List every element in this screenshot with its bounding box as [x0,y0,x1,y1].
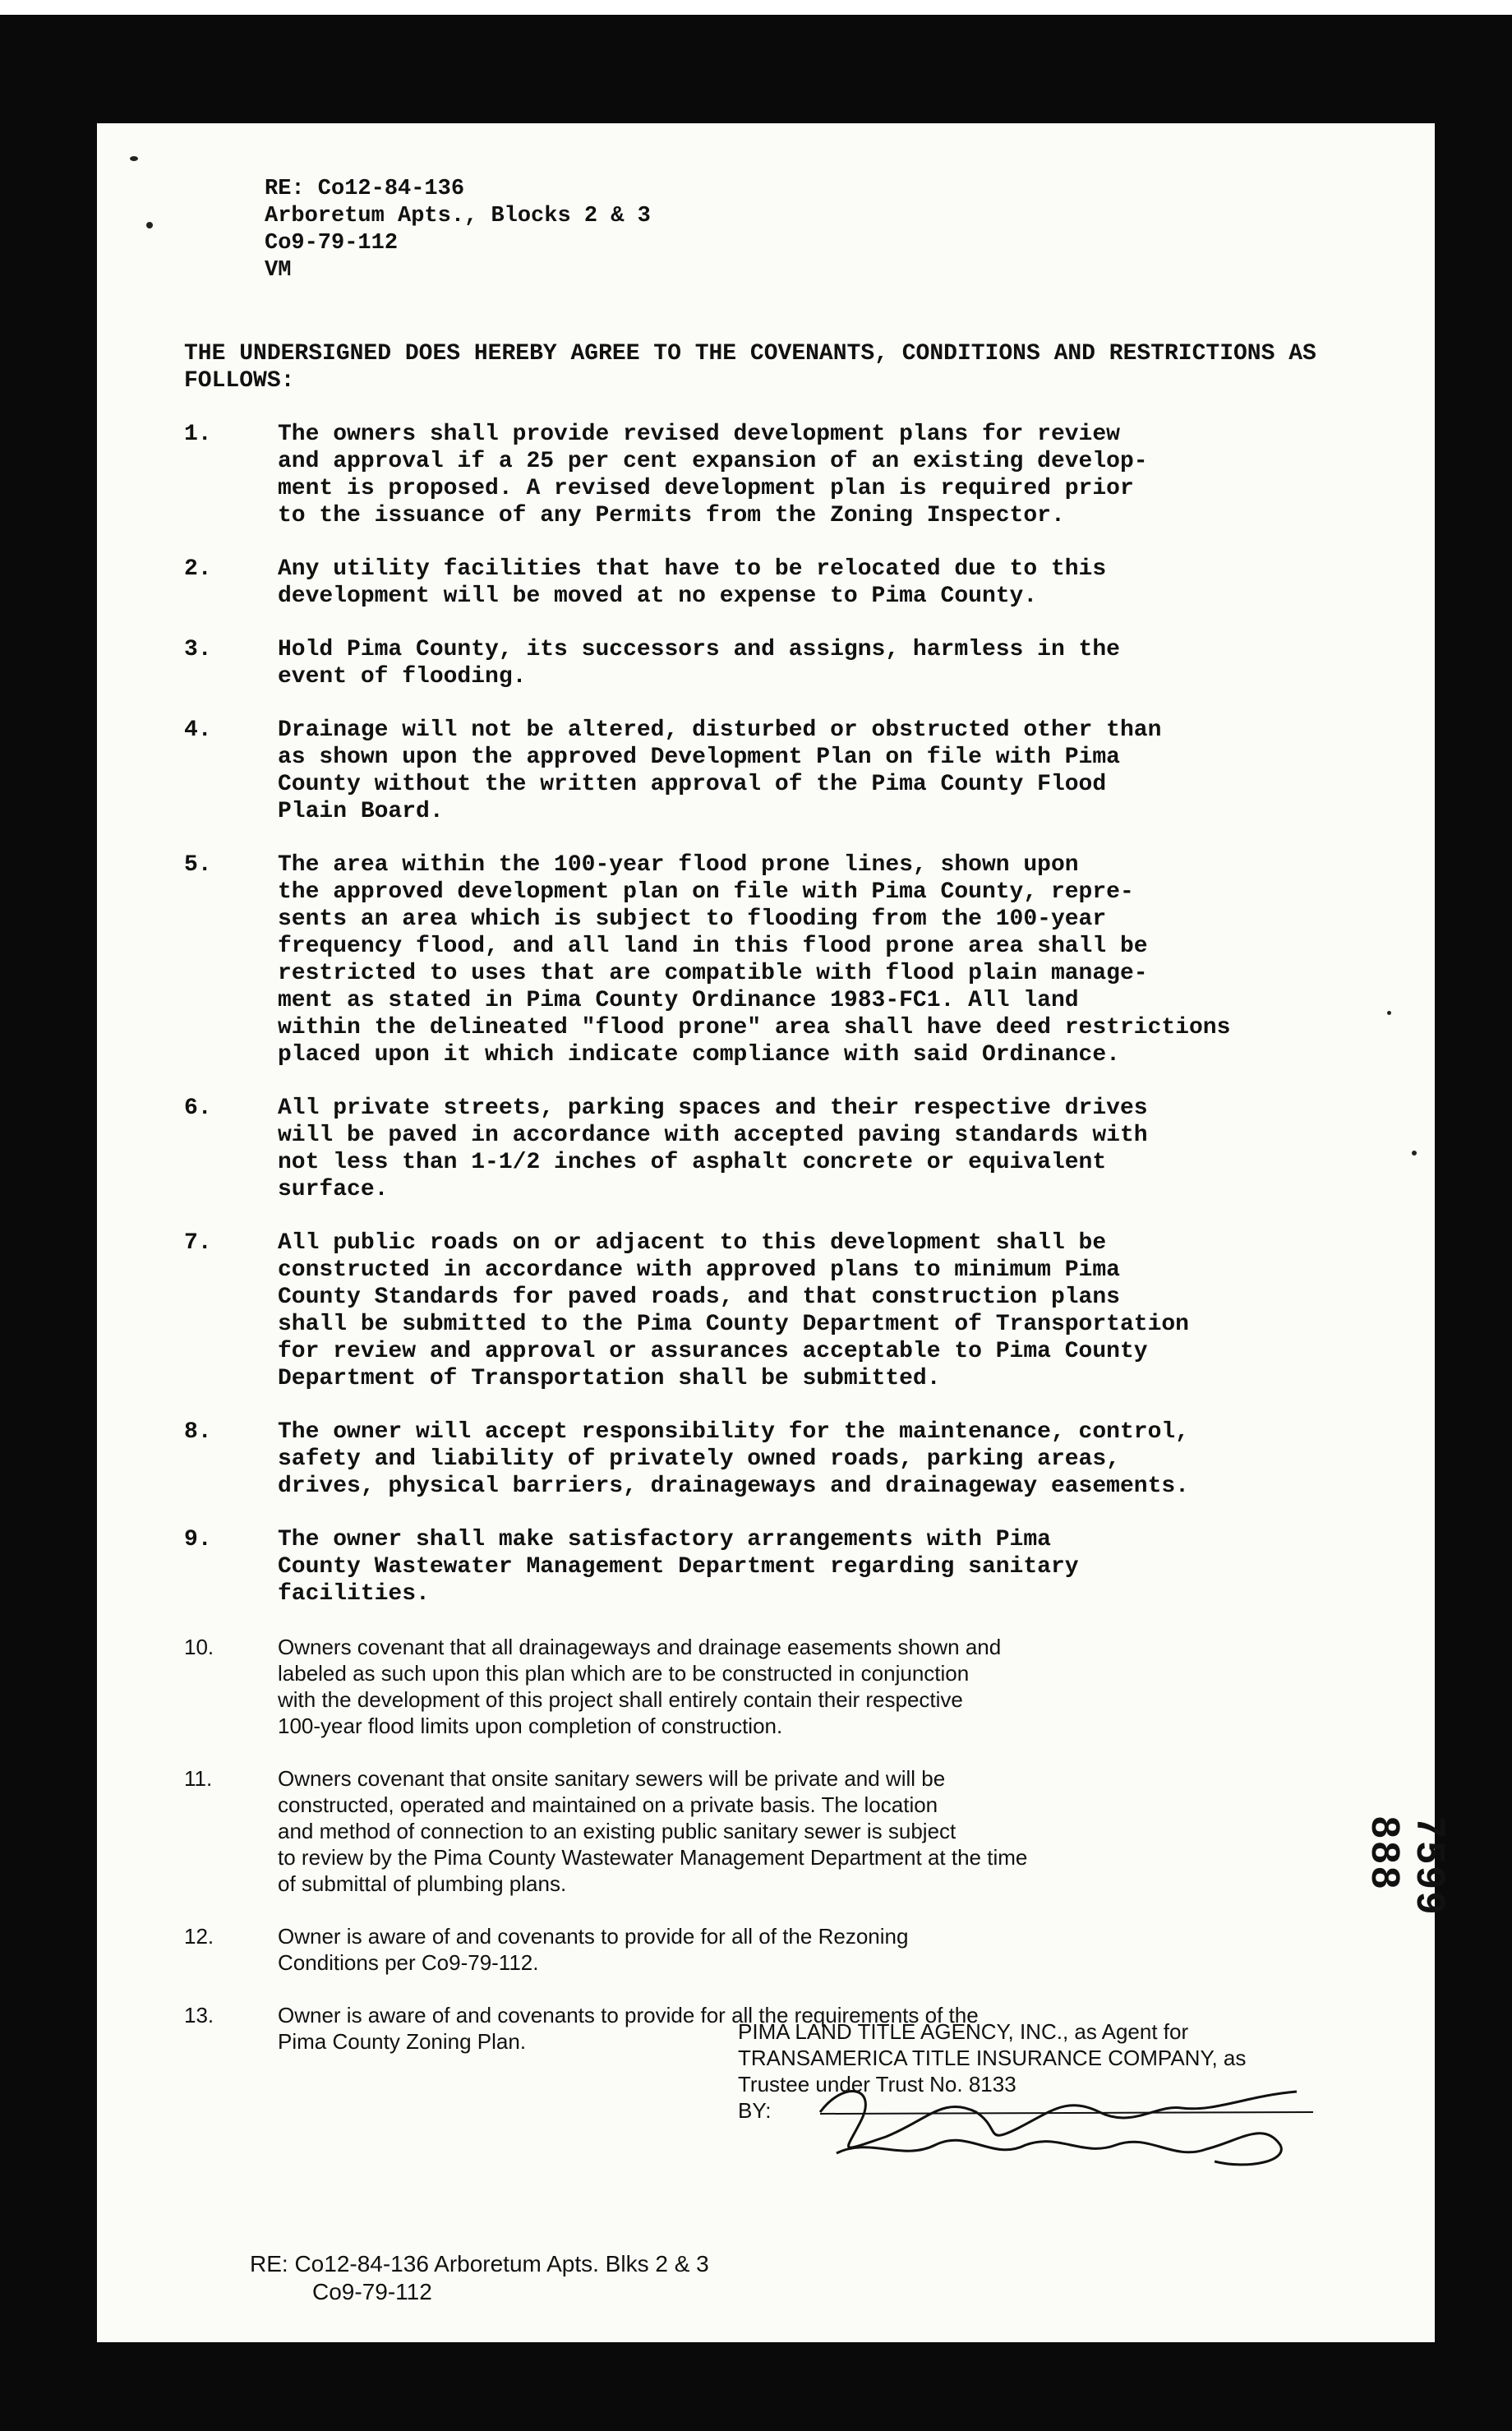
scan-speck [146,222,153,228]
item-text: Owner is aware of and covenants to provide for all of the Rezoning Conditions per Co9-79-112. [278,1924,909,1975]
covenant-item [184,1765,1433,1897]
item-text: The owner shall make satisfactory arrangements with Pima County Wastewater Management Department regarding sanitary facilities. [278,1527,1079,1607]
intro-statement: THE UNDERSIGNED DOES HEREBY AGREE TO THE COVENANTS, CONDITIONS AND RESTRICTIONS AS FOLLOWS: [184,341,1316,394]
footer-reference [250,2250,709,2306]
item-number: 2. [184,556,212,582]
reference-header [265,176,651,284]
covenant-item [184,717,1433,825]
item-text: All public roads on or adjacent to this development shall be constructed in accordance with approved plans to minimum Pima County Standards for paved roads, and that construction plans shall be submitted to the Pima County Department of Transportation for review and approval or assurances acceptable to Pima County Department of Transportation shall be submitted. [278,1230,1189,1391]
covenant-item [184,1526,1433,1608]
item-number: 12. [184,1924,214,1949]
item-number: 7. [184,1230,212,1256]
signature-company: TRANSAMERICA TITLE INSURANCE COMPANY, as [738,2046,1247,2070]
covenant-item [184,1418,1433,1500]
covenant-item [184,1634,1433,1739]
header-initials: VM [265,258,292,283]
item-number: 4. [184,717,212,743]
item-number: 13. [184,2003,214,2027]
covenant-item [184,1095,1433,1203]
covenant-item [184,1229,1433,1392]
item-number: 1. [184,422,212,447]
item-number: 8. [184,1419,212,1445]
covenant-item [184,1923,1433,1976]
item-text: Owners covenant that onsite sanitary sewers will be private and will be constructed, operated and maintained on a private basis. The location and method of connection to an existing public sanitary sewer is subject to review by the Pima County Wastewater Management Department at the time of submittal of plumbing plans. [278,1766,1028,1896]
scan-speck [130,156,138,161]
scan-speck [1387,1011,1391,1015]
item-text: The owner will accept responsibility for the maintenance, control, safety and liability of privately owned roads, parking areas, drives, physical barriers, drainageways and drainageway easements. [278,1419,1189,1499]
covenant-item [184,636,1433,690]
item-number: 3. [184,637,212,662]
covenant-list [184,421,1433,2081]
scan-speck [1412,1151,1417,1156]
stamp-docket: 7599 [1408,1816,1452,1917]
footer-line-2: Co9-79-112 [312,2279,432,2304]
item-text: The area within the 100-year flood prone lines, shown upon the approved development plan on file with Pima County, repre- sents an area which is subject to flooding from the 100-year frequency flood, and all land in this flood prone area shall be restricted to uses that are compatible with flood plain manage- ment as stated in Pima County Ordinance 1983-FC1. All land within the delineated "flood prone" area shall have deed restrictions placed upon it which indicate compliance with said Ordinance. [278,852,1231,1068]
covenant-item [184,851,1433,1068]
header-case-number-2: Co9-79-112 [265,231,399,256]
item-text: The owners shall provide revised development plans for review and approval if a 25 per cent expansion of an existing develop- ment is proposed. A revised development plan is required prior to the issuance of any Permits from the Zoning Inspector. [278,422,1148,528]
covenant-item [184,556,1433,610]
handwritten-signature [787,2063,1379,2186]
footer-line-1: RE: Co12-84-136 Arboretum Apts. Blks 2 & 3 [250,2251,709,2276]
item-text: Owners covenant that all drainageways and drainage easements shown and labeled as such upon this plan which are to be constructed in conjunction with the development of this project shall entirely contain their respective 100-year flood limits upon completion of construction. [278,1635,1002,1738]
signature-trustee: Trustee under Trust No. 8133 [738,2072,1016,2097]
item-text: Any utility facilities that have to be relocated due to this development will be moved at no expense to Pima County. [278,556,1107,609]
header-case-number: RE: Co12-84-136 [265,177,465,201]
item-number: 11. [184,1766,213,1791]
signature-by: BY: [738,2098,772,2123]
item-text: Drainage will not be altered, disturbed or obstructed other than as shown upon the approved Development Plan on file with Pima County without the written approval of the Pima County Flood Plain Board. [278,717,1162,824]
item-number: 5. [184,852,212,878]
document-page [97,123,1452,2342]
stamp-page: 888 [1363,1816,1407,1893]
covenant-item [184,421,1433,529]
recording-stamp [1362,1816,1453,1963]
item-text: Hold Pima County, its successors and assigns, harmless in the event of flooding. [278,637,1120,690]
item-number: 10. [184,1635,214,1659]
item-number: 9. [184,1527,212,1552]
signature-agency: PIMA LAND TITLE AGENCY, INC., as Agent for [738,2019,1189,2044]
item-text: All private streets, parking spaces and their respective drives will be paved in accordance with accepted paving standards with not less than 1-1/2 inches of asphalt concrete or equivalent surface. [278,1096,1148,1202]
header-project-name: Arboretum Apts., Blocks 2 & 3 [265,204,651,228]
scan-top-edge [0,0,1512,15]
item-number: 6. [184,1096,212,1121]
item-text: Owner is aware of and covenants to provide for all the requirements of the Pima County Zoning Plan. [278,2003,979,2054]
